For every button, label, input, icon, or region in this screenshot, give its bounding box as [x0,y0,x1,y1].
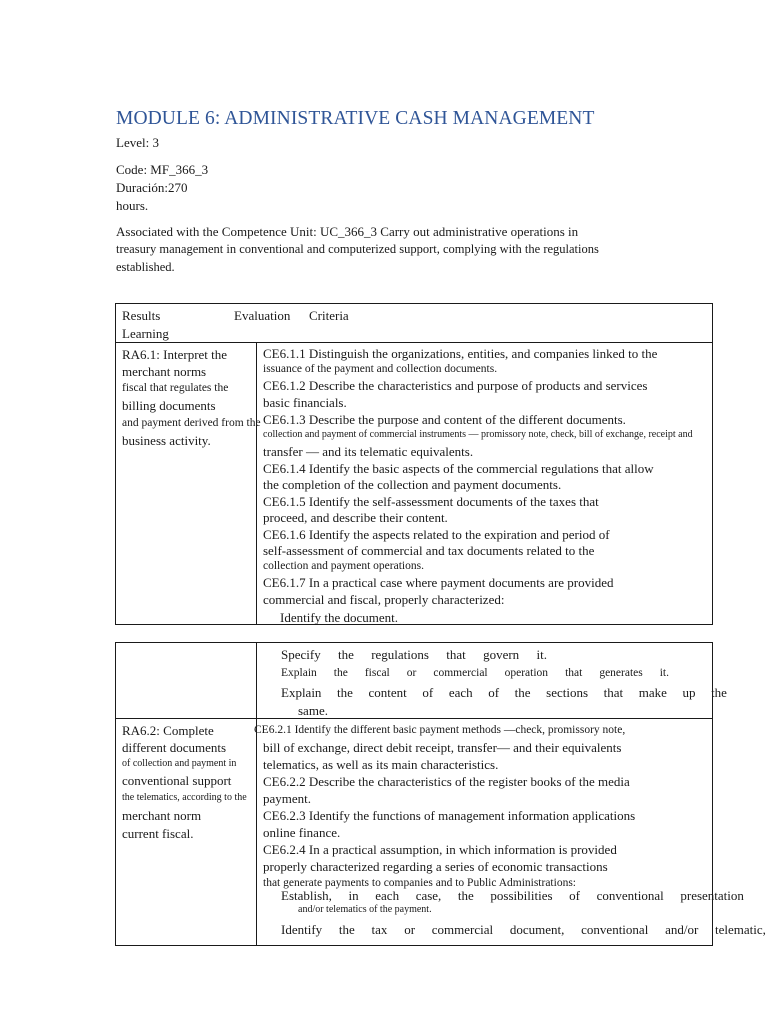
ra-line: of collection and payment in [122,758,237,769]
word: the [338,922,355,937]
ra-line: current fiscal. [122,826,194,841]
paragraph-line: treasury management in conventional and computerized support, complying with the regulations [116,242,599,256]
establish-line-2: and/or telematics of the payment. [298,904,432,915]
ce-6-1-cell [263,345,693,627]
word: in [348,888,359,903]
word: conventional [596,888,664,903]
ce-line: basic financials. [263,395,347,410]
word: tax [371,922,388,937]
word: generates [599,667,643,679]
word: that [603,685,624,700]
ce-line: that generate payments to companies and to Public Administrations: [263,877,576,889]
word: sections [546,685,589,700]
continued-line-2 [281,665,669,682]
ce-line: the completion of the collection and payment documents. [263,477,562,492]
module-duration: Duración:270 [116,180,188,195]
ce-line: self-assessment of commercial and tax documents related to the [263,543,595,558]
header-evaluation: Evaluation [234,308,291,323]
ra-line: and payment derived from the [122,417,261,429]
word: telematic, [715,922,766,937]
ce-line: CE6.1.6 Identify the aspects related to the expiration and period of [263,527,610,542]
module-hours: hours. [116,198,149,213]
word: Specify [281,647,321,662]
ce-line: commercial and fiscal, properly characterized: [263,592,505,607]
ra-line: merchant norms [122,364,207,379]
ce-line: CE6.1.2 Describe the characteristics and purpose of products and services [263,378,648,393]
word: Identify [281,922,323,937]
ra-line: merchant norm [122,808,202,823]
table-divider [115,718,713,719]
word: each [448,685,473,700]
word: it. [659,667,669,679]
word: conventional [581,922,649,937]
continued-line-3 [281,684,727,701]
word: it. [536,647,547,662]
word: the [457,888,474,903]
word: commercial [433,667,488,679]
ra-6-1-cell [122,346,261,451]
word: fiscal [364,667,390,679]
paragraph-line: established. [116,260,175,274]
ce-line: online finance. [263,825,341,840]
ce-line: CE6.1.4 Identify the basic aspects of the commercial regulations that allow [263,461,654,476]
header-learning: Learning [122,326,169,341]
ra-line: conventional support [122,773,232,788]
word: possibilities [490,888,553,903]
ce-line: collection and payment of commercial instruments — promissory note, check, bill of exchange, receipt and [263,429,693,440]
module-code: Code: MF_366_3 [116,162,209,177]
word: case, [415,888,442,903]
word: the [711,685,727,700]
ce-line: CE6.1.7 In a practical case where payment documents are provided [263,575,614,590]
ce-line: proceed, and describe their content. [263,510,448,525]
word: content [368,685,407,700]
ce-line: CE6.2.2 Describe the characteristics of the register books of the media [263,774,630,789]
identify-line [281,921,766,938]
word: up [682,685,696,700]
word: the [514,685,531,700]
word: make [638,685,667,700]
ce-line: collection and payment operations. [263,560,424,572]
ce-line: telematics, as well as its main characteristics. [263,757,499,772]
word: each [375,888,400,903]
ce-6-2-cell [254,722,635,891]
word: commercial [431,922,494,937]
word: operation [504,667,549,679]
paragraph-line: Associated with the Competence Unit: UC_366_3 Carry out administrative operations in [116,224,579,239]
ce-line: bill of exchange, direct debit receipt, transfer— and their equivalents [263,740,622,755]
ce-line: CE6.2.4 In a practical assumption, in which information is provided [263,842,617,857]
word: document, [509,922,565,937]
word: of [569,888,580,903]
module-title: MODULE 6: ADMINISTRATIVE CASH MANAGEMENT [116,108,595,129]
ra-line: the telematics, according to the [122,792,247,803]
ra-line: different documents [122,740,227,755]
ce-line: CE6.1.3 Describe the purpose and content of the different documents. [263,412,626,427]
ce-line: CE6.1.1 Distinguish the organizations, entities, and companies linked to the [263,346,658,361]
word: Establish, [281,888,332,903]
ce-line: payment. [263,791,312,806]
continued-line-4: same. [298,703,328,718]
word: of [422,685,434,700]
ce-line: CE6.1.5 Identify the self-assessment documents of the taxes that [263,494,599,509]
word: of [488,685,500,700]
ce-line: CE6.2.3 Identify the functions of management information applications [263,808,636,823]
word: that [565,667,583,679]
ce-line: issuance of the payment and collection documents. [263,363,498,375]
competence-paragraph [116,223,599,276]
word: presentation [680,888,744,903]
ra-6-2-cell [122,722,247,842]
ce-line: Identify the document. [280,610,399,625]
word: govern [483,647,520,662]
word: and/or [665,922,699,937]
word: regulations [371,647,429,662]
ce-line: CE6.2.1 Identify the different basic payment methods —check, promissory note, [254,724,626,736]
header-criteria: Criteria [309,308,349,323]
ra-line: RA6.2: Complete [122,723,214,738]
word: Explain [281,685,322,700]
ce-line: properly characterized regarding a series of economic transactions [263,859,608,874]
header-results: Results [122,308,161,323]
continued-line-1 [281,646,547,663]
word: the [337,685,353,700]
establish-line [281,887,744,904]
word: or [404,922,416,937]
word: Explain [281,667,317,679]
ra-line: RA6.1: Interpret the [122,347,228,362]
word: that [446,647,466,662]
ce-line: transfer — and its telematic equivalents. [263,444,474,459]
word: or [406,667,417,679]
word: the [338,647,354,662]
ra-line: billing documents [122,398,216,413]
ra-line: business activity. [122,433,211,448]
ra-line: fiscal that regulates the [122,382,229,394]
word: the [333,667,348,679]
table-divider [115,342,713,343]
module-level: Level: 3 [116,135,159,150]
